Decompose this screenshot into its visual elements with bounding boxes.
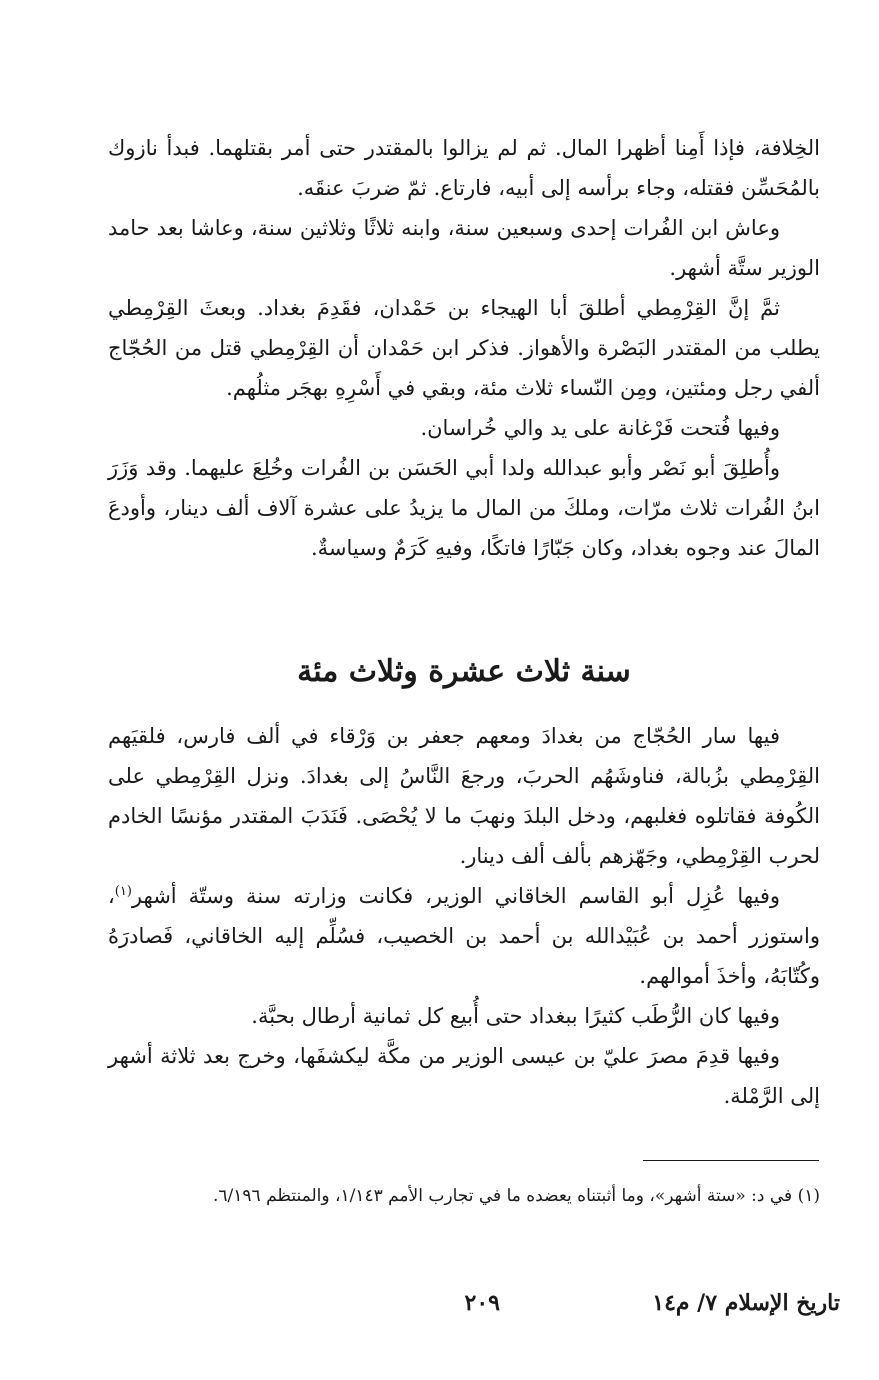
paragraph-text: ، واستوزر أحمد بن عُبَيْدالله بن أحمد بن الخصيب، فسُلِّم إليه الخاقاني، فَصادرَهُ وكُتّابَهُ، وأخذَ أموالهم. (108, 884, 820, 988)
page-number: ٢٠٩ (464, 1290, 500, 1316)
footnote-text: في د: «ستة أشهر»، وما أثبتناه يعضده ما في تجارب الأمم ١/١٤٣، والمنتظم ٦/١٩٦. (213, 1186, 793, 1206)
footnote (108, 1182, 820, 1210)
main-text-top (108, 128, 820, 568)
footnote-divider (643, 1160, 819, 1161)
paragraph: ثمَّ إنَّ القِرْمِطي أطلقَ أبا الهيجاء بن حَمْدان، فقَدِمَ بغداد. وبعثَ القِرْمِطي يطلب من المقتدر البَصْرة والأهواز. فذكر ابن حَمْدان أن القِرْمِطي قتل من الحُجّاج ألفي رجل ومئتين، ومِن النّساء ثلاث مئة، وبقي في أَسْرِهِ بهجَر مثلُهم. (108, 296, 820, 400)
paragraph: وفيها قدِمَ مصرَ عليّ بن عيسى الوزير من مكَّة ليكشفَها، وخرج بعد ثلاثة أشهر إلى الرَّمْلة. (108, 1044, 820, 1108)
running-title: تاريخ الإسلام ٧/ م١٤ (652, 1290, 840, 1316)
paragraph: فيها سار الحُجّاج من بغدادَ ومعهم جعفر بن وَرْقاء في ألف فارس، فلقيَهم القِرْمِطي بزُبالة، فناوشَهُم الحربَ، ورجعَ النَّاسُ إلى بغدادَ. ونزل القِرْمِطي على الكُوفة فقاتلوه فغلبهم، ودخل البلدَ ونهبَ ما لا يُحْصَى. فَنَدَبَ المقتدر مؤنسًا الخادم لحرب القِرْمِطي، وجَهّزهم بألف ألف دينار. (108, 724, 820, 868)
section-heading: سنة ثلاث عشرة وثلاث مئة (297, 654, 631, 689)
page-footer (108, 1290, 840, 1324)
paragraph: وفيها فُتحت فَرْغانة على يد والي خُراسان. (420, 416, 780, 440)
paragraph: وعاش ابن الفُرات إحدى وسبعين سنة، وابنه ثلاثًا وثلاثين سنة، وعاشا بعد حامد الوزير ستَّة أشهر. (108, 216, 820, 280)
paragraph: وأُطلِقَ أبو نَصْر وأبو عبدالله ولدا أبي الحَسَن بن الفُرات وخُلِعَ عليهما. وقد وَزَرَ ابنُ الفُرات ثلاث مرّات، وملكَ من المال ما يزيدُ على عشرة آلاف ألف دينار، وأودعَ المالَ عند وجوه بغداد، وكان جَبّارًا فاتكًا، وفيهِ كَرَمٌ وسياسةٌ. (108, 456, 820, 560)
paragraph: الخِلافة، فإذا أَمِنا أظهرا المال. ثم لم يزالوا بالمقتدر حتى أمر بقتلهما. فبدأ نازوك بالمُحَسِّن فقتله، وجاء برأسه إلى أبيه، فارتاع. ثمّ ضربَ عنقَه. (108, 136, 820, 200)
footnote-reference: (١) (114, 884, 132, 899)
footnote-number: (١) (797, 1186, 820, 1206)
paragraph-text: وفيها عُزِل أبو القاسم الخاقاني الوزير، فكانت وزارته سنة وستّة أشهر (131, 884, 780, 908)
paragraph (108, 876, 820, 996)
paragraph: وفيها كان الرُّطَب كثيرًا ببغداد حتى أُبيع كل ثمانية أرطال بحبَّة. (251, 1004, 780, 1028)
main-text-bottom (108, 716, 820, 1116)
